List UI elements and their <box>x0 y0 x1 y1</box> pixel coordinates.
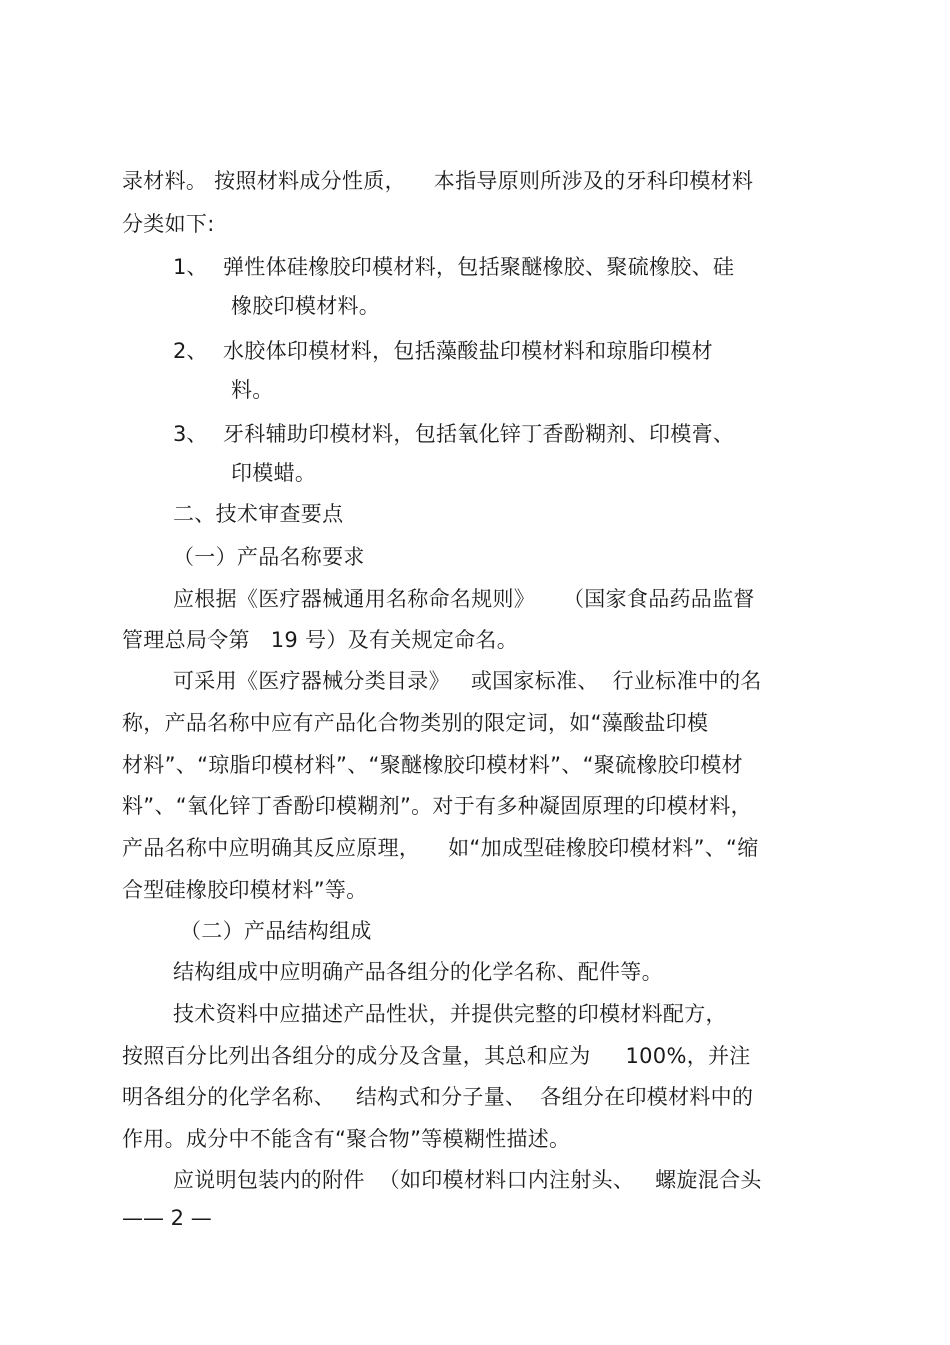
text-line: 材料”、“琼脂印模材料”、“聚醚橡胶印模材料”、“聚硫橡胶印模材 <box>122 753 743 777</box>
text-line: 明各组分的化学名称、 结构式和分子量、 各组分在印模材料中的 <box>122 1085 754 1109</box>
text-line: 录材料。 按照材料成分性质， 本指导原则所涉及的牙科印模材料 <box>122 169 754 193</box>
text-line: 结构组成中应明确产品各组分的化学名称、配件等。 <box>173 960 663 984</box>
list-number: 1、 <box>173 255 208 279</box>
page-number-footer: —— 2 — <box>122 1206 212 1230</box>
text-line: 可采用《医疗器械分类目录》 或国家标准、 行业标准中的名 <box>173 669 762 693</box>
subsection-heading: （一）产品名称要求 <box>173 545 365 569</box>
list-item-text: 橡胶印模材料。 <box>231 294 381 318</box>
list-number: 3、 <box>173 422 208 446</box>
text-line: 应说明包装内的附件 （如印模材料口内注射头、 螺旋混合头 <box>173 1168 762 1192</box>
text-line: 合型硅橡胶印模材料”等。 <box>122 878 368 902</box>
list-item-text: 料。 <box>231 378 274 402</box>
text-line: 称，产品名称中应有产品化合物类别的限定词，如“藻酸盐印模 <box>122 711 709 735</box>
text-line: 按照百分比列出各组分的成分及含量，其总和应为 100%，并注 <box>122 1044 751 1068</box>
list-item-text: 印模蜡。 <box>231 461 317 485</box>
text-line: 应根据《医疗器械通用名称命名规则》 （国家食品药品监督 <box>173 587 755 611</box>
list-item-text: 牙科辅助印模材料，包括氧化锌丁香酚糊剂、印模膏、 <box>223 422 735 446</box>
text-line: 作用。成分中不能含有“聚合物”等模糊性描述。 <box>122 1127 571 1151</box>
section-heading: 二、技术审查要点 <box>173 502 344 526</box>
text-line: 料”、“氧化锌丁香酚印模糊剂”。对于有多种凝固原理的印模材料， <box>122 794 752 818</box>
text-line: 分类如下: <box>122 212 215 236</box>
list-item-text: 水胶体印模材料，包括藻酸盐印模材料和琼脂印模材 <box>223 339 713 363</box>
text-line: 技术资料中应描述产品性状，并提供完整的印模材料配方， <box>173 1002 727 1026</box>
list-item-text: 弹性体硅橡胶印模材料，包括聚醚橡胶、聚硫橡胶、硅 <box>223 255 735 279</box>
text-line: 管理总局令第 19 号）及有关规定命名。 <box>122 628 519 652</box>
subsection-heading: （二）产品结构组成 <box>180 919 372 943</box>
text-line: 产品名称中应明确其反应原理， 如“加成型硅橡胶印模材料”、“缩 <box>122 836 759 860</box>
list-number: 2、 <box>173 339 208 363</box>
